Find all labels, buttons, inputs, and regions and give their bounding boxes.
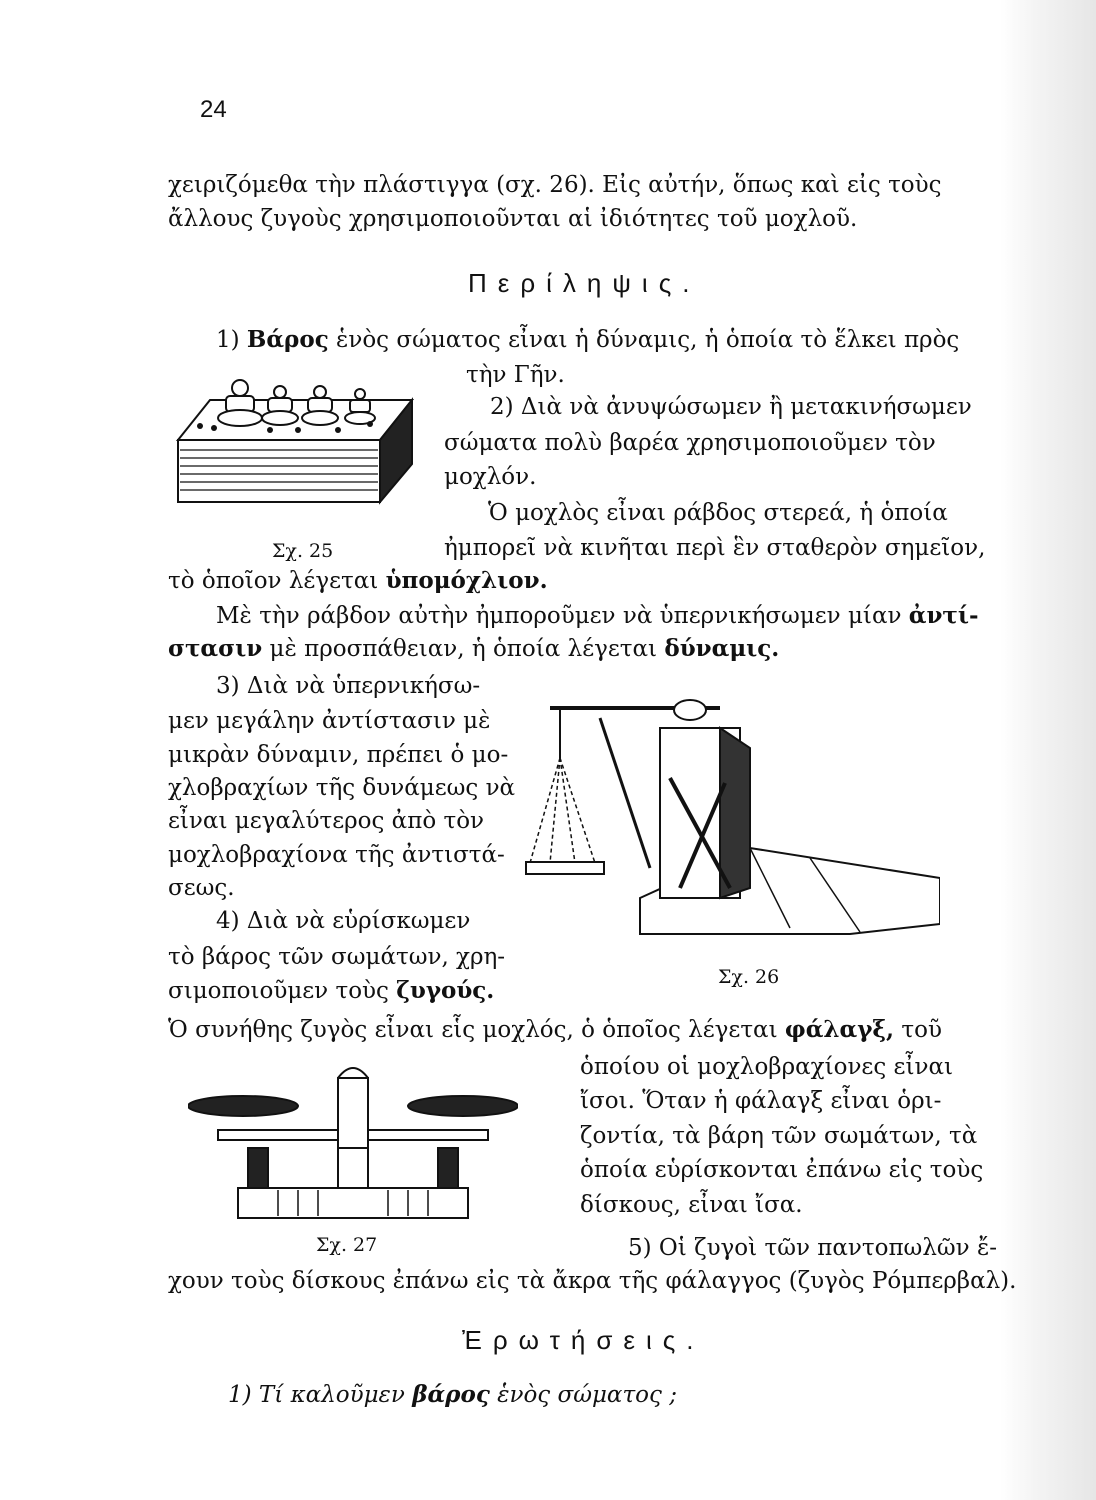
intro-line-1: χειριζόμεθα τὴν πλάστιγγα (σχ. 26). Εἰς αὐτήν, ὅπως καὶ εἰς τοὺς xyxy=(168,172,942,198)
p2-line-3: μοχλόν. xyxy=(444,464,537,490)
p5-line-1: 5) Οἱ ζυγοὶ τῶν παντοπωλῶν ἔ- xyxy=(628,1235,998,1261)
p3-line-7: σεως. xyxy=(168,875,235,901)
p3-line-4: χλοβραχίων τῆς δυνάμεως νὰ xyxy=(168,775,516,801)
figure-26-platform-scale xyxy=(520,688,940,948)
question-1 xyxy=(228,1380,677,1410)
p2b-line-1 xyxy=(216,601,979,631)
p2-end-text: τὸ ὁποῖον λέγεται xyxy=(168,568,379,594)
p1-number: 1) xyxy=(216,327,240,353)
page-number: 24 xyxy=(200,96,227,123)
term-varos-q: βάρος xyxy=(412,1381,490,1408)
intro-line-2: ἄλλους ζυγοὺς χρησιμοποιοῦνται αἱ ἰδιότητες τοῦ μοχλοῦ. xyxy=(168,206,858,232)
p4b-line-3: ἴσοι. Ὅταν ἡ φάλαγξ εἶναι ὁρι- xyxy=(580,1088,942,1114)
p2-line-5: ἠμπορεῖ νὰ κινῆται περὶ ἓν σταθερὸν σημεῖον, xyxy=(444,535,986,561)
p2b-text-1: Μὲ τὴν ράβδον αὐτὴν ἠμποροῦμεν νὰ ὑπερνικήσωμεν μίαν xyxy=(216,603,902,629)
p3-line-3: μικρὰν δύναμιν, πρέπει ὁ μο- xyxy=(168,742,509,768)
p4b-line-6: δίσκους, εἶναι ἴσα. xyxy=(580,1192,803,1218)
p4-line-2: τὸ βάρος τῶν σωμάτων, χρη- xyxy=(168,944,506,970)
p2-line-2: σώματα πολὺ βαρέα χρησιμοποιοῦμεν τὸν xyxy=(444,430,936,456)
p4b-text-end: τοῦ xyxy=(901,1017,942,1043)
p4b-line-5: ὁποία εὑρίσκονται ἐπάνω εἰς τοὺς xyxy=(580,1157,984,1183)
caption-fig-26: Σχ. 26 xyxy=(718,966,780,988)
term-falagx: φάλαγξ, xyxy=(784,1016,895,1043)
questions-heading: Ἐρωτήσεις. xyxy=(462,1325,705,1355)
p4-line-3 xyxy=(168,976,494,1006)
caption-fig-25: Σχ. 25 xyxy=(272,540,334,562)
p4b-line-2: ὁποίου οἱ μοχλοβραχίονες εἶναι xyxy=(580,1054,954,1080)
caption-fig-27: Σχ. 27 xyxy=(316,1234,378,1256)
figure-25-weights-box xyxy=(170,378,420,508)
p3-line-2: μεν μεγάλην ἀντίστασιν μὲ xyxy=(168,708,491,734)
term-antistasin-a: ἀντί- xyxy=(908,602,979,629)
p2b-line-2 xyxy=(168,634,779,664)
term-dynamis: δύναμις. xyxy=(664,635,780,662)
p1-line-1 xyxy=(216,325,959,355)
p4b-line-1 xyxy=(168,1015,942,1045)
summary-heading: Περίληψις. xyxy=(468,268,701,298)
term-antistasin-b: στασιν xyxy=(168,635,263,662)
p2-line-1: 2) Διὰ νὰ ἀνυψώσωμεν ἢ μετακινήσωμεν xyxy=(490,394,972,420)
p3-line-5: εἶναι μεγαλύτερος ἀπὸ τὸν xyxy=(168,808,485,834)
p4b-text-1: Ὁ συνήθης ζυγὸς εἶναι εἷς μοχλός, ὁ ὁποῖος λέγεται xyxy=(168,1017,778,1043)
p3-line-1: 3) Διὰ νὰ ὑπερνικήσω- xyxy=(216,673,481,699)
p1-line-2: τὴν Γῆν. xyxy=(466,362,565,388)
q1-text: 1) Τί καλοῦμεν xyxy=(228,1382,405,1408)
q1-text-end: ἑνὸς σώματος ; xyxy=(497,1382,677,1408)
figure-27-balance-scale xyxy=(188,1058,518,1228)
p2-line-4: Ὁ μοχλὸς εἶναι ράβδος στερεά, ἡ ὁποία xyxy=(488,500,948,526)
p4-end-text: σιμοποιοῦμεν τοὺς xyxy=(168,978,389,1004)
p1-text: ἑνὸς σώματος εἶναι ἡ δύναμις, ἡ ὁποία τὸ ἕλκει πρὸς xyxy=(336,327,960,353)
p4-line-1: 4) Διὰ νὰ εὑρίσκωμεν xyxy=(216,908,471,934)
term-ypomochlion: ὑπομόχλιον. xyxy=(385,567,548,594)
term-zygous: ζυγούς. xyxy=(396,977,495,1004)
p2b-text-2: μὲ προσπάθειαν, ἡ ὁποία λέγεται xyxy=(269,636,658,662)
p3-line-6: μοχλοβραχίονα τῆς ἀντιστά- xyxy=(168,842,505,868)
p2-line-6 xyxy=(168,566,548,596)
p4b-line-4: ζοντία, τὰ βάρη τῶν σωμάτων, τὰ xyxy=(580,1123,978,1149)
p5-line-2: χουν τοὺς δίσκους ἐπάνω εἰς τὰ ἄκρα τῆς φάλαγγος (ζυγὸς Ρόμπερβαλ). xyxy=(168,1268,1017,1294)
term-varos: Βάρος xyxy=(246,326,329,353)
